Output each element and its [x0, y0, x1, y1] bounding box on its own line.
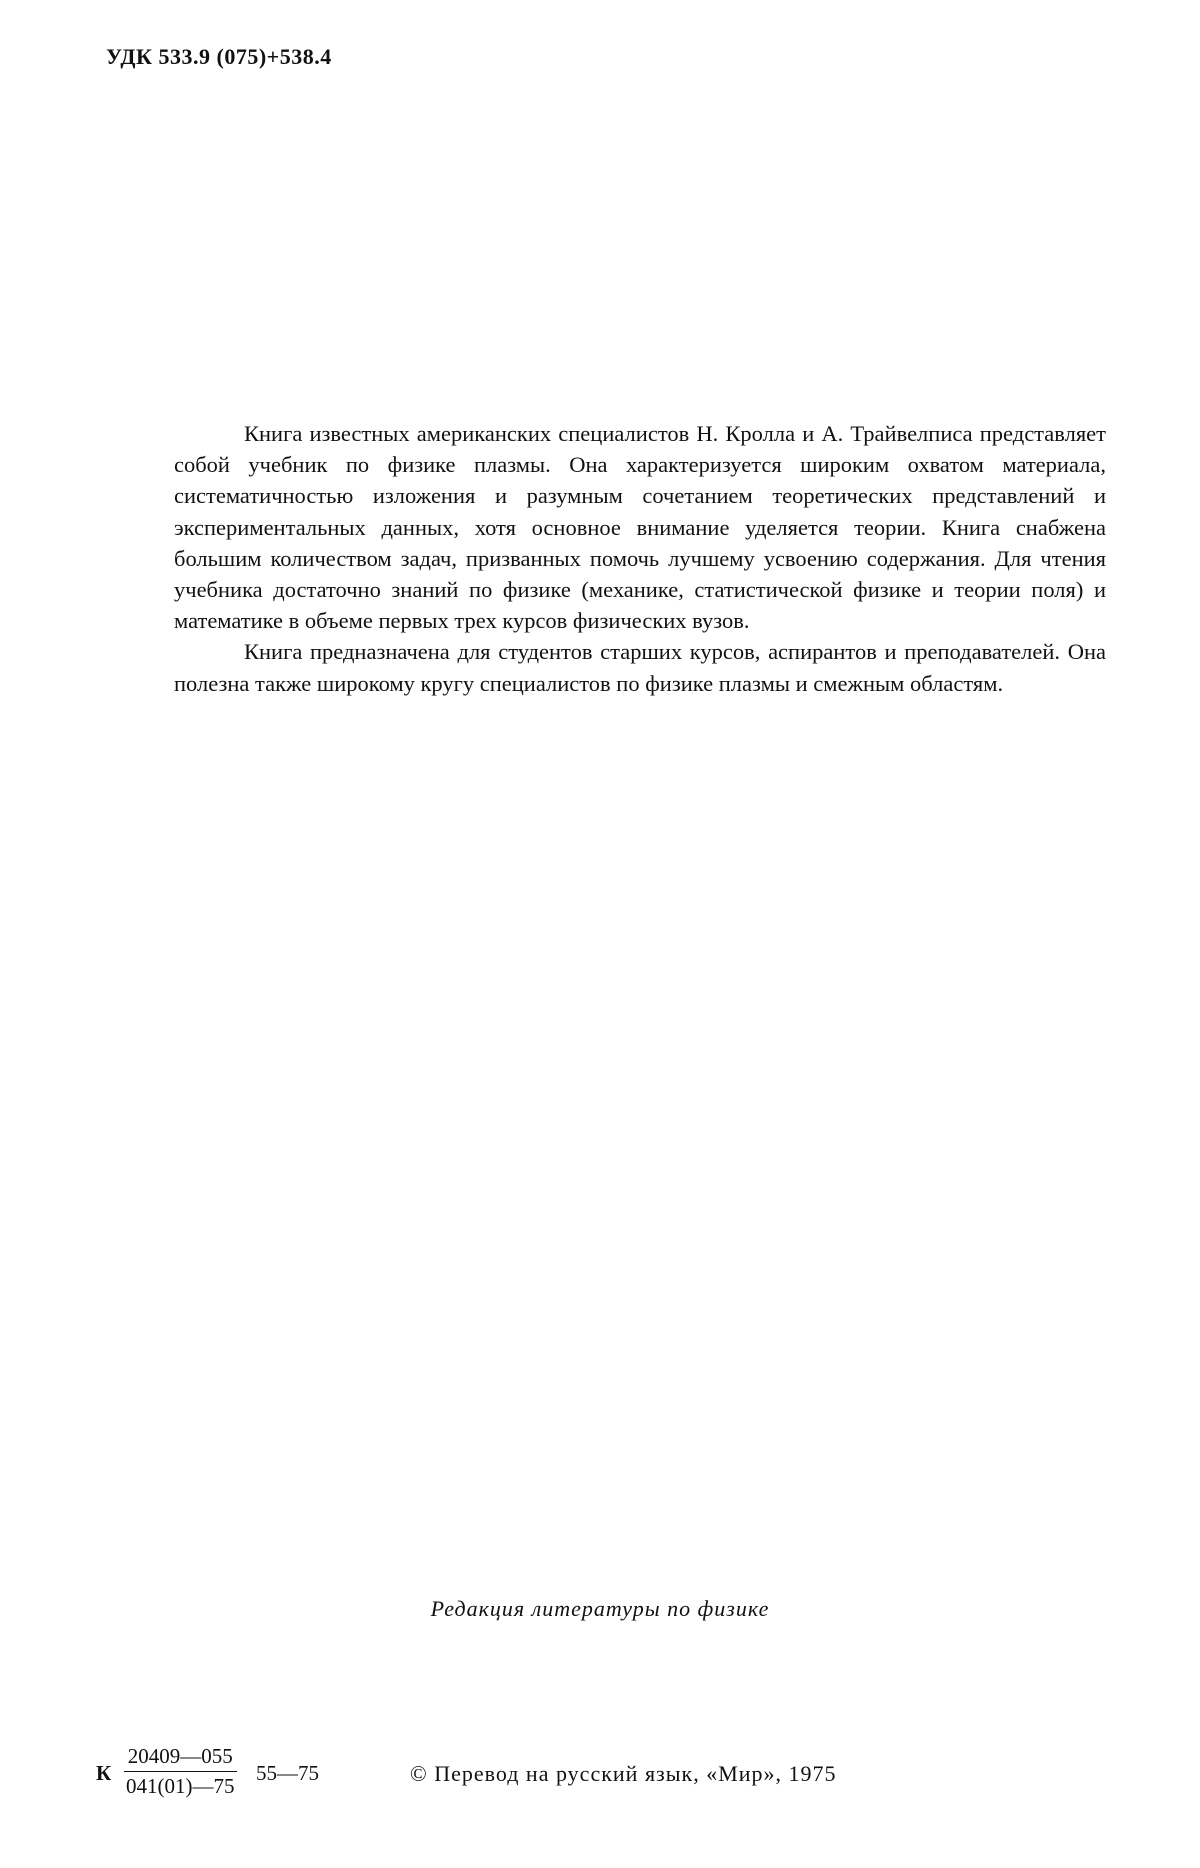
biblio-code-fraction — [124, 1744, 237, 1799]
biblio-code-letter: К — [96, 1761, 112, 1785]
udc-classification: УДК 533.9 (075)+538.4 — [106, 44, 332, 69]
abstract-paragraph-1: Книга известных американских специалистов Н. Кролла и А. Трайвелписа представляет собой учебник по физике плазмы. Она характеризуется широким охватом материала, систематичностью изложения и разумным сочетанием теоретических представлений и экспериментальных данных, хотя основное внимание уделяется теории. Книга снабжена большим количеством задач, призванных помочь лучшему усвоению содержания. Для чтения учебника достаточно знаний по физике (механике, статистической физике и теории поля) и математике в объеме первых трех курсов физических вузов. — [174, 421, 1106, 634]
book-abstract — [174, 418, 1106, 699]
abstract-paragraph-2: Книга предназначена для студентов старших курсов, аспирантов и преподавателей. Она полезна также широкому кругу специалистов по физике плазмы и смежным областям. — [174, 639, 1106, 696]
biblio-code-denominator: 041(01)—75 — [126, 1774, 235, 1798]
biblio-code-suffix: 55—75 — [256, 1761, 319, 1785]
copyright-notice: © Перевод на русский язык, «Мир», 1975 — [410, 1761, 837, 1786]
editorial-office: Редакция литературы по физике — [430, 1596, 770, 1621]
biblio-code-numerator: 20409—055 — [124, 1744, 237, 1772]
